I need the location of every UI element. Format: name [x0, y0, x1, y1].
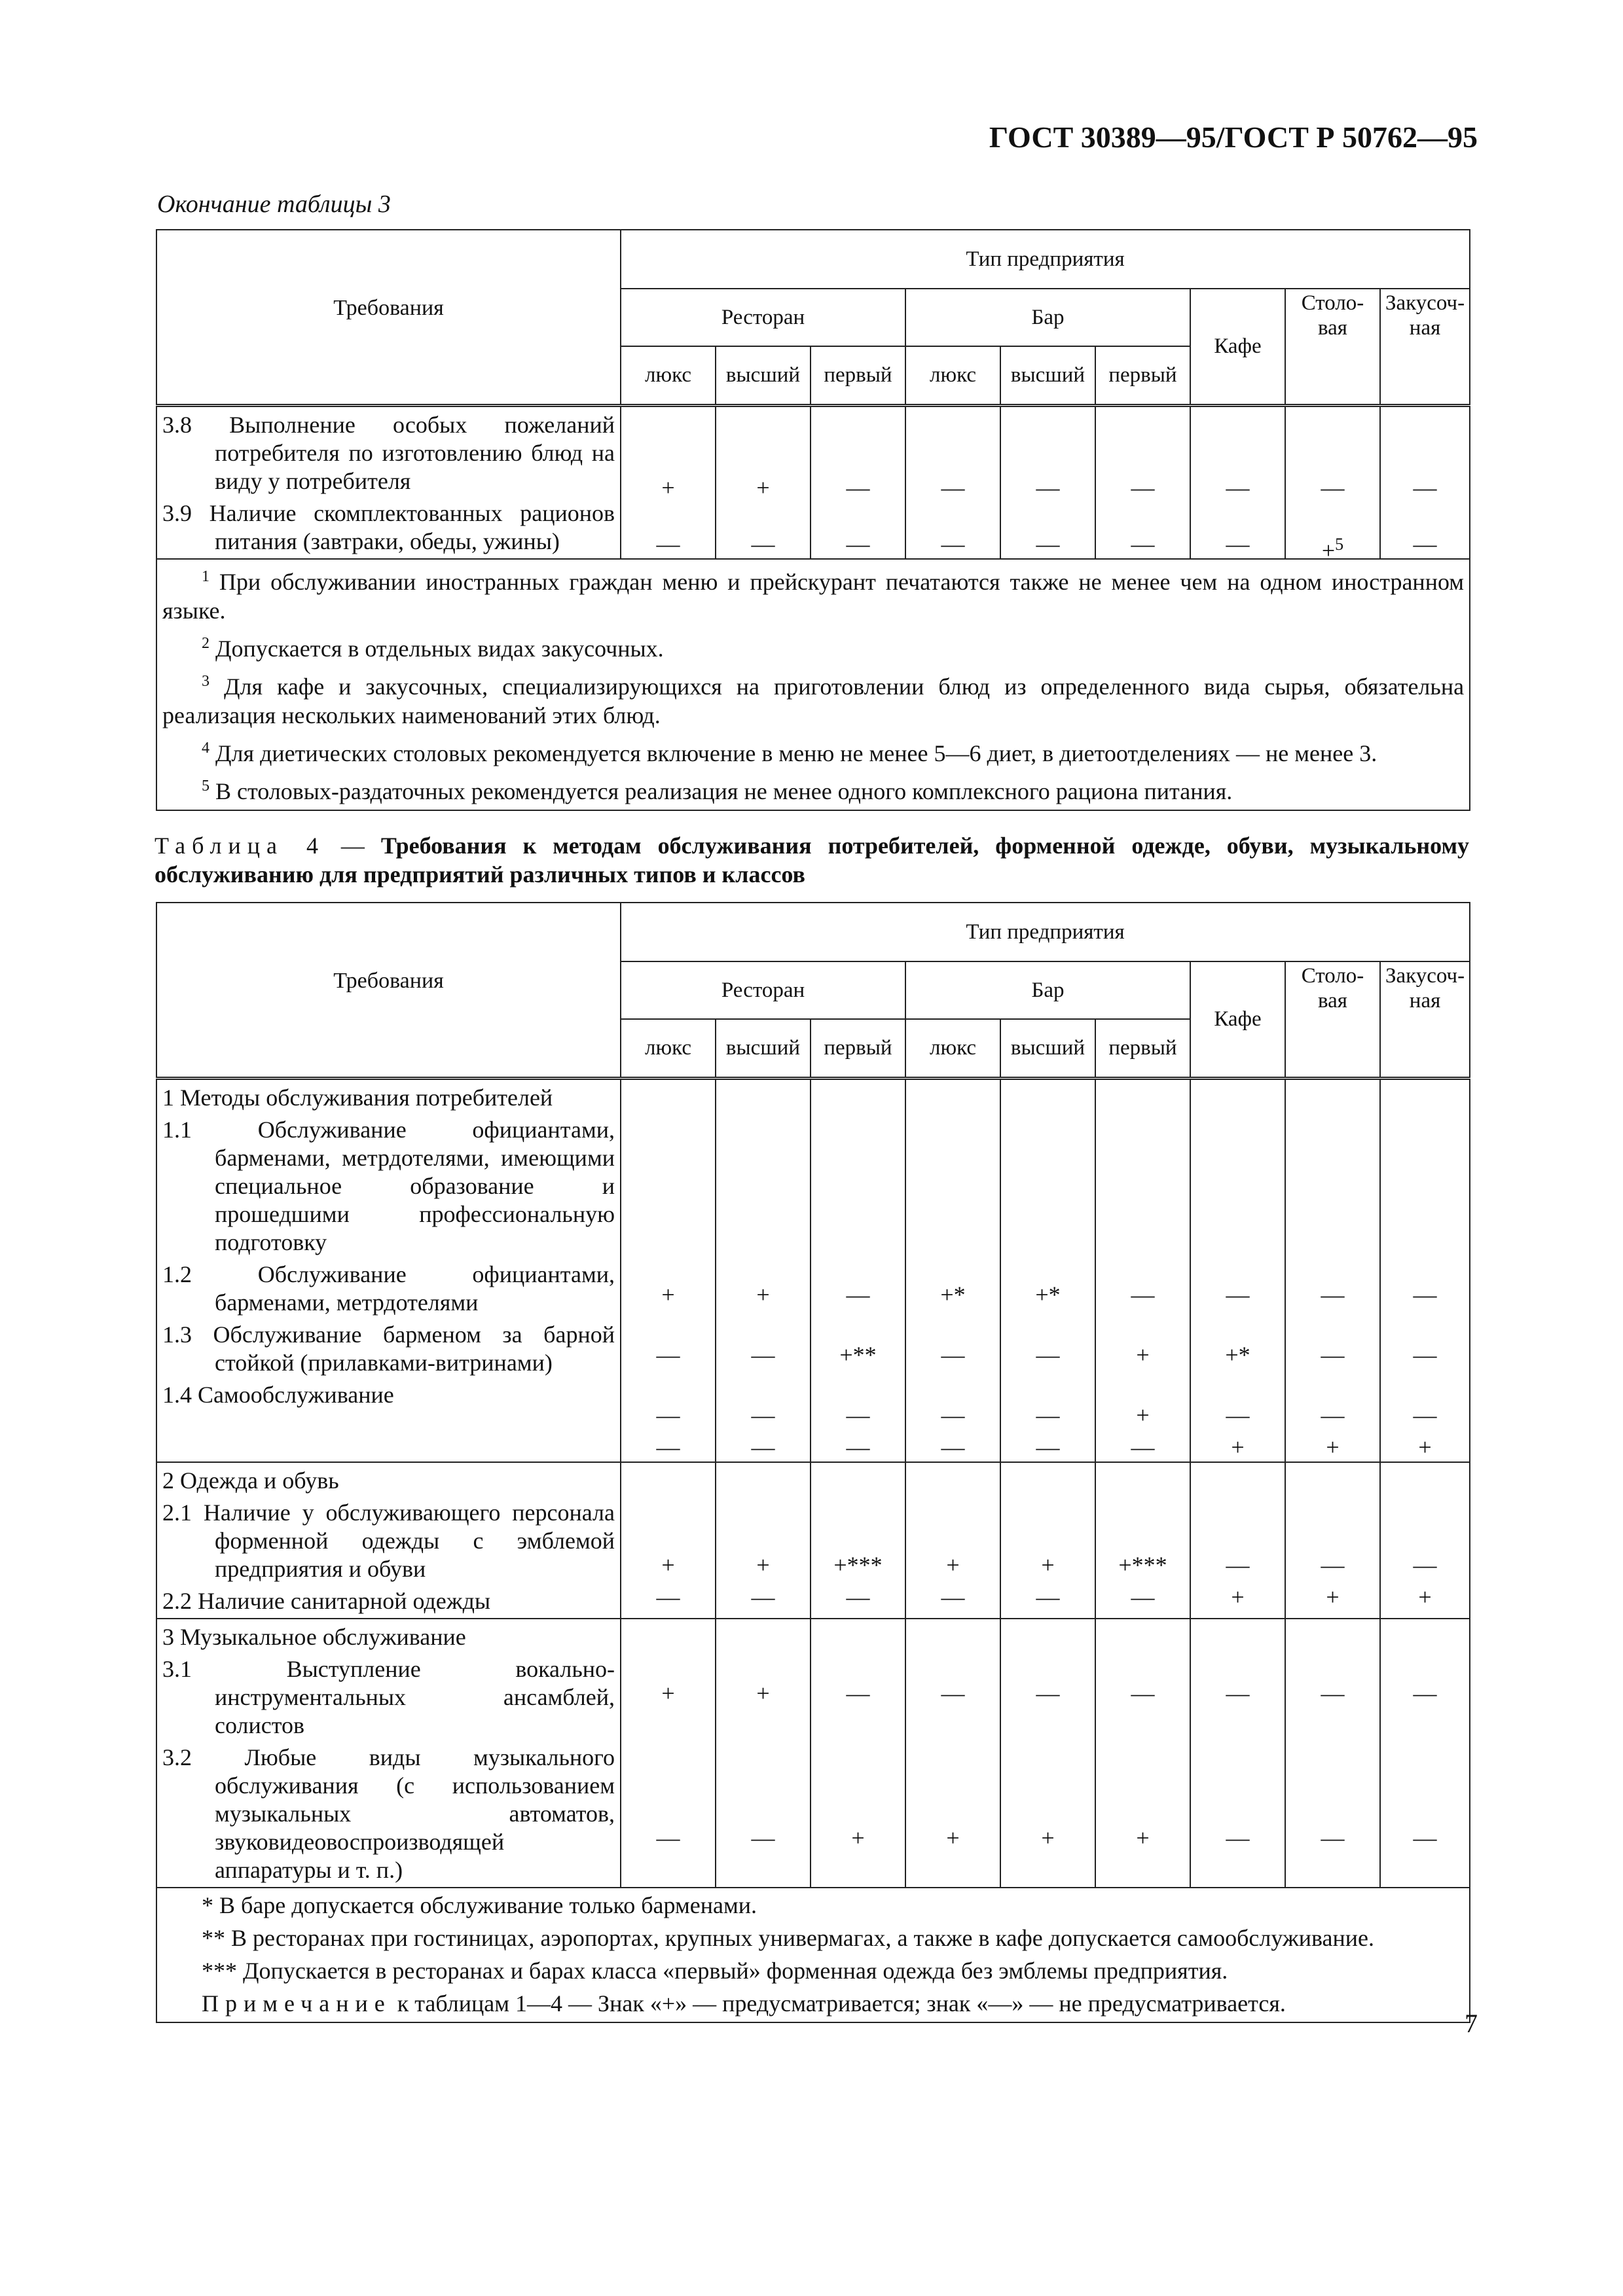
mark: —	[846, 1583, 870, 1610]
notes-row	[156, 1888, 1470, 2022]
mark: —	[656, 1401, 680, 1428]
class-first-header: первый	[1095, 346, 1190, 405]
mark: +$^5$	[1321, 534, 1344, 564]
mark: +	[661, 1551, 675, 1578]
requirement-item: 2.2 Наличие санитарной одежды	[162, 1587, 491, 1614]
mark: —	[941, 1433, 965, 1460]
mark: —	[656, 1583, 680, 1610]
mark: —	[1036, 1679, 1060, 1706]
mark: —	[1226, 1824, 1250, 1851]
mark: +	[1041, 1824, 1055, 1851]
mark: —	[1036, 1433, 1060, 1460]
mark: —	[1413, 1341, 1437, 1368]
mark: +	[1136, 1401, 1150, 1428]
snackbar-header: Закусоч- ная	[1380, 961, 1470, 1078]
requirement-item: 1.4 Самообслуживание	[162, 1381, 394, 1408]
cafe-header: Кафе	[1190, 961, 1285, 1078]
mark: +*	[1225, 1341, 1250, 1368]
mark: —	[751, 1341, 775, 1368]
mark: —	[1226, 1281, 1250, 1308]
requirement-item: 1.2 Обслуживание официантами, барменами, метрдотелями	[162, 1261, 615, 1316]
mark: —	[1413, 530, 1437, 557]
requirement-3-9: 3.9 Наличие скомплектованных рационов питания (завтраки, обеды, ужины)	[162, 499, 615, 554]
mark: —	[1131, 530, 1155, 557]
mark: +	[1041, 1551, 1055, 1578]
footnote-4: $^4$ Для диетических столовых рекомендуется включение в меню не менее 5—6 диет, в диетоотделениях — не менее 3.	[202, 739, 1377, 766]
page-number: 7	[1465, 2009, 1478, 2038]
mark: —	[656, 530, 680, 557]
mark: —	[1413, 1679, 1437, 1706]
requirement-item: 1.3 Обслуживание барменом за барной стойкой (прилавками-витринами)	[162, 1321, 615, 1376]
mark: —	[1226, 1679, 1250, 1706]
notes-row	[156, 559, 1470, 810]
mark: —	[1131, 474, 1155, 501]
table-row	[156, 1462, 1470, 1619]
mark: +	[1136, 1341, 1150, 1368]
mark: —	[1413, 1281, 1437, 1308]
mark: +*	[1035, 1281, 1061, 1308]
mark: +	[1326, 1433, 1340, 1460]
mark: +	[661, 1679, 675, 1706]
mark: —	[941, 1341, 965, 1368]
footnote-2: $^2$ Допускается в отдельных видах закусочных.	[202, 634, 664, 662]
mark: —	[1131, 1583, 1155, 1610]
mark: +	[851, 1824, 865, 1851]
mark: +	[1231, 1433, 1245, 1460]
mark: —	[941, 1401, 965, 1428]
enterprise-type-header: Тип предприятия	[621, 230, 1470, 289]
mark: +	[1326, 1583, 1340, 1610]
mark: —	[1036, 474, 1060, 501]
mark: —	[1131, 1281, 1155, 1308]
tables-note: Примечание к таблицам 1—4 — Знак «+» — предусматривается; знак «—» — не предусматривается.	[202, 1990, 1286, 2017]
mark: —	[846, 1401, 870, 1428]
requirement-item: 3 Музыкальное обслуживание	[162, 1623, 466, 1650]
footnote-5: $^5$ В столовых-раздаточных рекомендуется реализация не менее одного комплексного рациона питания.	[202, 777, 1233, 804]
canteen-header: Столо- вая	[1285, 289, 1380, 405]
class-first-header: первый	[811, 346, 905, 405]
class-higher-header: высший	[716, 1019, 811, 1078]
mark: —	[941, 474, 965, 501]
mark: —	[1321, 1401, 1345, 1428]
mark: —	[1036, 1583, 1060, 1610]
requirements-header: Требования	[156, 230, 621, 405]
requirement-item: 1 Методы обслуживания потребителей	[162, 1084, 553, 1111]
snackbar-header: Закусоч- ная	[1380, 289, 1470, 405]
class-higher-header: высший	[716, 346, 811, 405]
canteen-header: Столо- вая	[1285, 961, 1380, 1078]
mark: —	[751, 1401, 775, 1428]
class-first-header: первый	[1095, 1019, 1190, 1078]
mark: —	[1413, 1824, 1437, 1851]
requirement-item: 1.1 Обслуживание официантами, барменами, метрдотелями, имеющими специальное образование и прошедшими профессиональную подготовку	[162, 1116, 615, 1255]
mark: —	[1321, 1281, 1345, 1308]
mark: +	[756, 1679, 770, 1706]
mark: —	[941, 1679, 965, 1706]
footnote-double-star: ** В ресторанах при гостиницах, аэропортах, крупных универмагах, а также в кафе допускается самообслуживание.	[202, 1924, 1375, 1951]
mark: —	[1413, 1401, 1437, 1428]
mark: +	[756, 1281, 770, 1308]
mark: +	[756, 1551, 770, 1578]
mark: —	[941, 530, 965, 557]
requirement-item: 2.1 Наличие у обслуживающего персонала форменной одежды с эмблемой предприятия и обуви	[162, 1499, 615, 1582]
mark: +	[946, 1824, 960, 1851]
footnote-star: * В баре допускается обслуживание только барменами.	[202, 1892, 757, 1918]
mark: —	[1036, 530, 1060, 557]
mark: —	[751, 530, 775, 557]
mark: +	[1418, 1583, 1432, 1610]
mark: —	[1226, 530, 1250, 557]
footnote-triple-star: *** Допускается в ресторанах и барах класса «первый» форменная одежда без эмблемы предприятия.	[202, 1957, 1228, 1984]
requirement-3-8: 3.8 Выполнение особых пожеланий потребителя по изготовлению блюд на виду у потребителя	[162, 411, 615, 494]
class-lux-header: люкс	[905, 1019, 1000, 1078]
class-higher-header: высший	[1000, 346, 1095, 405]
mark: —	[751, 1824, 775, 1851]
requirement-item: 3.2 Любые виды музыкального обслуживания (с использованием музыкальных автоматов, звуковидеовоспроизводящей аппаратуры и т. п.)	[162, 1744, 615, 1883]
mark: +**	[839, 1341, 877, 1368]
restaurant-header: Ресторан	[621, 961, 905, 1019]
restaurant-header: Ресторан	[621, 289, 905, 346]
requirement-item: 3.1 Выступление вокально-инструментальных ансамблей, солистов	[162, 1655, 615, 1738]
requirements-header: Требования	[156, 903, 621, 1078]
mark: —	[1036, 1341, 1060, 1368]
mark: —	[1226, 1551, 1250, 1578]
mark: +	[946, 1551, 960, 1578]
mark: —	[656, 1433, 680, 1460]
table-row	[156, 1619, 1470, 1888]
mark: —	[1321, 1679, 1345, 1706]
mark: —	[1131, 1433, 1155, 1460]
mark: —	[846, 530, 870, 557]
footnote-1: $^1$ При обслуживании иностранных граждан меню и прейскурант печатаются также не менее чем на одном иностранном языке.	[162, 567, 1465, 624]
table-row	[156, 405, 1470, 559]
mark: —	[1226, 1401, 1250, 1428]
bar-header: Бар	[905, 289, 1190, 346]
bar-header: Бар	[905, 961, 1190, 1019]
enterprise-type-header: Тип предприятия	[621, 903, 1470, 961]
mark: —	[846, 474, 870, 501]
class-first-header: первый	[811, 1019, 905, 1078]
cafe-header: Кафе	[1190, 289, 1285, 405]
mark: +	[1418, 1433, 1432, 1460]
table4	[156, 902, 1470, 2023]
mark: —	[1131, 1679, 1155, 1706]
requirement-item: 2 Одежда и обувь	[162, 1467, 339, 1494]
mark: —	[1321, 474, 1345, 501]
mark: —	[656, 1341, 680, 1368]
table3	[156, 229, 1470, 811]
mark: —	[751, 1583, 775, 1610]
table3-continuation-title: Окончание таблицы 3	[157, 190, 391, 218]
mark: —	[846, 1679, 870, 1706]
standard-code-header: ГОСТ 30389—95/ГОСТ Р 50762—95	[989, 120, 1478, 154]
class-higher-header: высший	[1000, 1019, 1095, 1078]
mark: —	[656, 1824, 680, 1851]
mark: +	[1136, 1824, 1150, 1851]
class-lux-header: люкс	[905, 346, 1000, 405]
mark: —	[1413, 1551, 1437, 1578]
table-row	[156, 1078, 1470, 1462]
mark: —	[1413, 474, 1437, 501]
mark: +	[1231, 1583, 1245, 1610]
mark: —	[1321, 1341, 1345, 1368]
table4-caption: Таблица 4 — Требования к методам обслуживания потребителей, форменной одежде, обуви, музыкальному обслуживанию для предприятий различных типов и классов	[155, 833, 1470, 888]
class-lux-header: люкс	[621, 346, 716, 405]
mark: —	[1226, 474, 1250, 501]
mark: —	[1036, 1401, 1060, 1428]
mark: —	[1321, 1824, 1345, 1851]
mark: +*	[940, 1281, 966, 1308]
mark: —	[751, 1433, 775, 1460]
mark: —	[941, 1583, 965, 1610]
mark: +	[661, 1281, 675, 1308]
mark: +	[661, 474, 675, 501]
footnote-3: $^3$ Для кафе и закусочных, специализирующихся на приготовлении блюд из определенного вида сырья, обязательна реализация нескольких наименований этих блюд.	[162, 672, 1465, 728]
mark: —	[846, 1281, 870, 1308]
mark: —	[846, 1433, 870, 1460]
mark: +***	[1118, 1551, 1167, 1578]
mark: +***	[833, 1551, 883, 1578]
class-lux-header: люкс	[621, 1019, 716, 1078]
mark: +	[756, 474, 770, 501]
mark: —	[1321, 1551, 1345, 1578]
